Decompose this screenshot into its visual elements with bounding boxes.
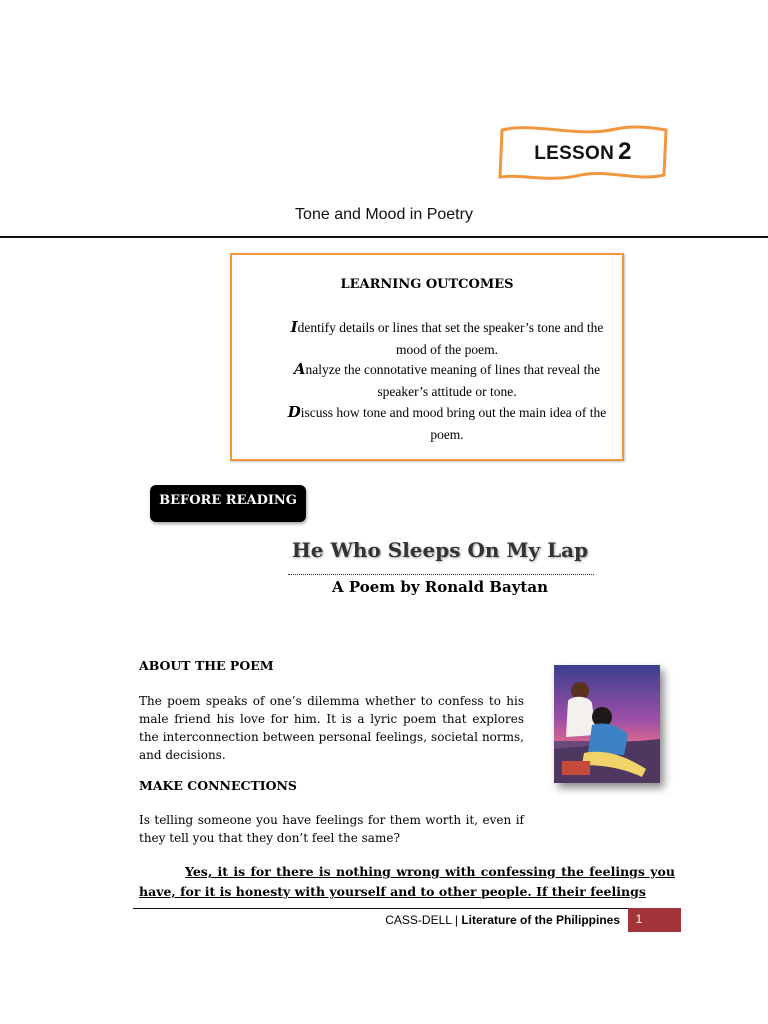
outcome-initial: I [290,318,298,336]
outcome-initial: A [293,360,306,378]
lesson-number: 2 [618,138,632,165]
outcome-text: nalyze the connotative meaning of lines that reveal the speaker’s attitude or tone. [305,362,601,399]
learning-outcomes-heading: LEARNING OUTCOMES [340,277,514,292]
about-heading: ABOUT THE POEM [139,658,274,673]
footer-divider [133,908,681,909]
footer-org: CASS-DELL [385,913,452,927]
footer-text [300,912,620,928]
connections-answer: Yes, it is for there is nothing wrong with confessing the feelings you have, for it is honesty with yourself and to other people. If their feelings [139,864,675,899]
footer-course: Literature of the Philippines [461,913,620,927]
outcome-text: dentify details or lines that set the speaker’s tone and the mood of the poem. [297,320,604,357]
before-reading-label: BEFORE READING [150,485,306,522]
connections-question: Is telling someone you have feelings for them worth it, even if they tell you that they don’t feel the same? [139,813,524,845]
title-divider [0,236,768,238]
illustration-image [554,665,660,783]
page-number-box [628,908,681,932]
outcome-item [282,359,612,402]
learning-outcomes-box [230,253,624,461]
lesson-label [496,138,670,166]
poem-byline: A Poem by Ronald Baytan [332,578,548,596]
footer-separator: | [454,913,458,927]
about-text: The poem speaks of one’s dilemma whether to confess to his male friend his love for him. It is a lyric poem that explores the interconnection between personal feelings, societal norms, and decisions. [139,694,524,762]
poem-title: He Who Sleeps On My Lap [291,538,589,562]
poem-title-divider [288,574,594,575]
outcome-item [282,317,612,360]
page-title: Tone and Mood in Poetry [295,206,473,223]
connections-heading: MAKE CONNECTIONS [139,778,297,793]
lesson-badge [496,124,670,182]
lesson-word: LESSON [534,143,615,164]
outcome-item [282,402,612,445]
outcome-initial: D [287,403,301,421]
page-number: 1 [635,912,643,926]
outcome-text: iscuss how tone and mood bring out the main idea of the poem. [300,405,607,442]
